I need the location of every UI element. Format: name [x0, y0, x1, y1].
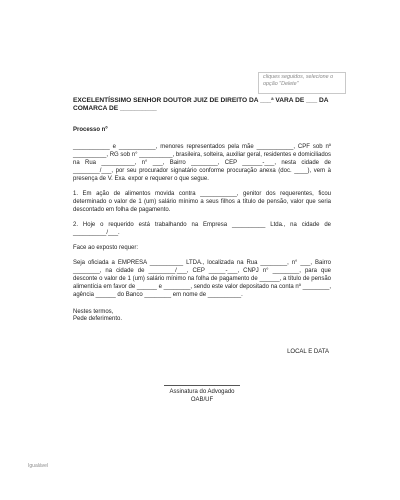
signature-line	[164, 385, 240, 386]
document-title: EXCELENTÍSSIMO SENHOR DOUTOR JUIZ DE DIREITO DA ___ª VARA DE ___ DA COMARCA DE __________	[73, 97, 329, 113]
hint-box: cliques seguidos, selecione o opção "Delete"	[258, 72, 346, 94]
document-body	[73, 96, 331, 404]
body-paragraph-maintenance: 1. Em ação de alimentos movida contra ___________, genitor dos requerentes, ficou determinado o valor de 1 (um) salário mínimo a seus filhos a título de pensão, valor que seria descontado em folha de pagamento.	[73, 190, 331, 213]
body-paragraph-employer: 2. Hoje o requerido está trabalhando na Empresa __________ Ltda., na cidade de __________/___.	[73, 221, 331, 236]
date-line: LOCAL E DATA	[287, 348, 329, 355]
process-label: Processo nº	[73, 126, 108, 133]
footer-watermark: Igualável	[28, 463, 49, 469]
body-paragraph-parties: ___________ e ___________, menores representados pela mãe ___________, CPF sob nº __________, RG sob n° __________, brasileira, solteira, auxiliar geral, residentes e domiciliados na Rua __________, n° ___, Bairro ________, CEP ______-___, nesta cidade de ________/___, por seu procurador signatário conforme procuração anexa (doc. ____), vem à presença de V. Exa. expor e requerer o que segue.	[73, 143, 331, 182]
signature-label: Assinatura do Advogado	[169, 388, 235, 395]
body-paragraph-request: Seja oficiada a EMPRESA __________ LTDA., localizada na Rua ________, n° ___, Bairro ________, na cidade de ________/___, CEP _____-___, CNPJ n° ________, para que desconte o valor de 1 (um) salário mínimo na folha de pagamento de ______, a título de pensão alimentícia em favor de ______ e ________, sendo este valor depositado na conta nº ________, agência ______ do Banco ________ em nome de __________.	[73, 259, 331, 298]
body-paragraph-request-intro: Face ao exposto requer:	[73, 244, 139, 251]
signature-block	[73, 385, 331, 404]
closing-text: Nestes termos, Pede deferimento.	[73, 308, 123, 323]
signature-oab: OAB/UF	[190, 396, 214, 403]
